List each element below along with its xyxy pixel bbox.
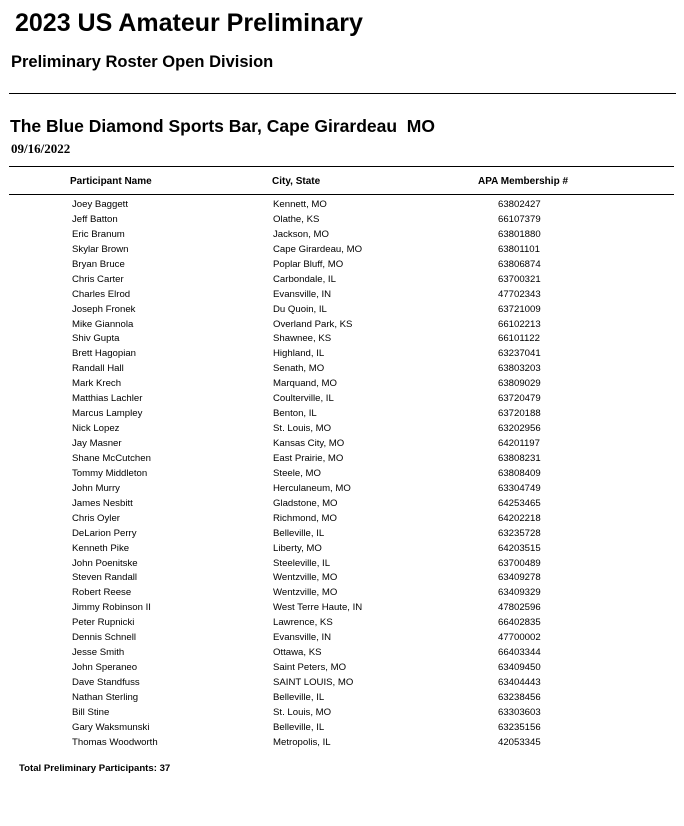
city-state-cell: St. Louis, MO [273,423,332,435]
roster-table-body [0,199,684,752]
table-row [0,692,684,707]
apa-membership-cell: 63238456 [498,691,541,703]
participant-name-cell: Marcus Lampley [72,408,143,420]
apa-membership-cell: 63721009 [498,303,541,315]
table-row [0,677,684,692]
participant-name-cell: John Murry [72,482,120,494]
participant-name-cell: Robert Reese [72,587,132,599]
apa-membership-cell: 47700002 [498,632,541,644]
apa-membership-cell: 63237041 [498,348,541,360]
column-header-city-state: City, State [272,176,321,187]
apa-membership-cell: 42053345 [498,736,541,748]
city-state-cell: Du Quoin, IL [273,303,327,315]
participant-name-cell: Mark Krech [72,378,122,390]
apa-membership-cell: 63802427 [498,199,541,210]
city-state-cell: Marquand, MO [273,378,337,390]
apa-membership-cell: 66107379 [498,213,541,225]
event-date: 09/16/2022 [11,141,71,156]
city-state-cell: Belleville, IL [273,721,325,733]
city-state-cell: Jackson, MO [273,228,329,240]
table-row [0,662,684,677]
city-state-cell: Metropolis, IL [273,736,331,748]
apa-membership-cell: 63801880 [498,228,541,240]
city-state-cell: Senath, MO [273,363,325,375]
table-row [0,229,684,244]
table-row [0,244,684,259]
participant-name-cell: Nick Lopez [72,423,120,435]
participant-name-cell: Peter Rupnicki [72,617,135,629]
apa-membership-cell: 63806874 [498,258,541,270]
page-title: 2023 US Amateur Preliminary [15,9,363,37]
page-subtitle: Preliminary Roster Open Division [11,53,274,71]
city-state-cell: SAINT LOUIS, MO [273,677,354,688]
participant-name-cell: Joseph Fronek [72,303,136,315]
city-state-cell: East Prairie, MO [273,452,344,464]
participant-name-cell: John Poenitske [72,557,138,569]
total-participants: Total Preliminary Participants: 37 [19,763,171,774]
table-row [0,274,684,289]
city-state-cell: Saint Peters, MO [273,662,347,674]
table-row [0,199,684,214]
apa-membership-cell: 63235156 [498,721,541,733]
table-row [0,468,684,483]
apa-membership-cell: 63809029 [498,378,541,390]
table-row [0,289,684,304]
apa-membership-cell: 63700321 [498,273,541,285]
apa-membership-cell: 47702343 [498,288,541,300]
city-state-cell: Poplar Bluff, MO [273,258,344,270]
city-state-cell: Richmond, MO [273,512,337,524]
apa-membership-cell: 64253465 [498,497,541,509]
participant-name-cell: Matthias Lachler [72,393,143,405]
table-row [0,348,684,363]
table-row [0,333,684,348]
table-row [0,558,684,573]
apa-membership-cell: 63303603 [498,706,541,718]
city-state-cell: Liberty, MO [273,542,322,554]
apa-membership-cell: 63409450 [498,662,541,674]
table-row [0,438,684,453]
city-state-cell: Gladstone, MO [273,497,338,509]
participant-name-cell: Thomas Woodworth [72,736,158,748]
participant-name-cell: Skylar Brown [72,243,129,255]
table-row [0,602,684,617]
table-row [0,707,684,722]
apa-membership-cell: 63808231 [498,452,541,464]
city-state-cell: Kansas City, MO [273,438,345,449]
city-state-cell: Ottawa, KS [273,647,322,659]
participant-name-cell: Jesse Smith [72,647,125,659]
city-state-cell: Belleville, IL [273,691,325,703]
apa-membership-cell: 63803203 [498,363,541,375]
city-state-cell: Steeleville, IL [273,557,331,569]
participant-name-cell: Chris Oyler [72,512,120,524]
participant-name-cell: Dave Standfuss [72,677,140,688]
table-row [0,513,684,528]
apa-membership-cell: 63304749 [498,482,541,494]
participant-name-cell: Mike Giannola [72,318,134,330]
participant-name-cell: Eric Branum [72,228,125,240]
city-state-cell: Cape Girardeau, MO [273,243,363,255]
table-row [0,722,684,737]
table-row [0,498,684,513]
participant-name-cell: Jeff Batton [72,213,118,225]
apa-membership-cell: 63202956 [498,423,541,435]
venue-heading: The Blue Diamond Sports Bar, Cape Girardeau MO [10,116,435,136]
apa-membership-cell: 63720188 [498,408,541,420]
apa-membership-cell: 66402835 [498,617,541,629]
participant-name-cell: Brett Hagopian [72,348,136,360]
participant-name-cell: Shane McCutchen [72,452,151,464]
apa-membership-cell: 63720479 [498,393,541,405]
apa-membership-cell: 63404443 [498,677,541,688]
apa-membership-cell: 63409278 [498,572,541,584]
apa-membership-cell: 64201197 [498,438,540,449]
participant-name-cell: Charles Elrod [72,288,131,300]
table-row [0,543,684,558]
city-state-cell: Wentzville, MO [273,587,338,599]
table-header-bottom-rule [9,194,674,195]
city-state-cell: Carbondale, IL [273,273,336,285]
apa-membership-cell: 63808409 [498,467,541,479]
city-state-cell: Wentzville, MO [273,572,338,584]
table-row [0,453,684,468]
participant-name-cell: Shiv Gupta [72,333,120,345]
table-row [0,304,684,319]
table-row [0,483,684,498]
table-row [0,214,684,229]
apa-membership-cell: 63235728 [498,527,541,539]
city-state-cell: Highland, IL [273,348,325,360]
city-state-cell: Benton, IL [273,408,317,420]
table-header-top-rule [9,166,674,167]
city-state-cell: Herculaneum, MO [273,482,351,494]
city-state-cell: Lawrence, KS [273,617,333,629]
apa-membership-cell: 66403344 [498,647,541,659]
participant-name-cell: Dennis Schnell [72,632,136,644]
participant-name-cell: DeLarion Perry [72,527,137,539]
participant-name-cell: Nathan Sterling [72,691,139,703]
apa-membership-cell: 63700489 [498,557,541,569]
participant-name-cell: Steven Randall [72,572,138,584]
participant-name-cell: Joey Baggett [72,199,129,210]
apa-membership-cell: 64202218 [498,512,541,524]
participant-name-cell: James Nesbitt [72,497,133,509]
city-state-cell: Steele, MO [273,467,321,479]
city-state-cell: Kennett, MO [273,199,327,210]
table-row [0,647,684,662]
apa-membership-cell: 66102213 [498,318,541,330]
city-state-cell: Olathe, KS [273,213,320,225]
table-row [0,572,684,587]
apa-membership-cell: 63801101 [498,243,540,255]
participant-name-cell: Jay Masner [72,438,122,449]
city-state-cell: West Terre Haute, IN [273,602,363,614]
table-row [0,423,684,438]
table-row [0,363,684,378]
table-row [0,528,684,543]
participant-name-cell: Kenneth Pike [72,542,130,554]
table-row [0,378,684,393]
divider [9,93,676,94]
participant-name-cell: Tommy Middleton [72,467,148,479]
participant-name-cell: Chris Carter [72,273,124,285]
table-row [0,319,684,334]
table-row [0,408,684,423]
participant-name-cell: Randall Hall [72,363,124,375]
apa-membership-cell: 64203515 [498,542,541,554]
participant-name-cell: John Speraneo [72,662,138,674]
city-state-cell: Coulterville, IL [273,393,334,405]
table-row [0,587,684,602]
participant-name-cell: Bill Stine [72,706,110,718]
column-header-participant-name: Participant Name [70,176,152,187]
apa-membership-cell: 63409329 [498,587,541,599]
city-state-cell: Evansville, IN [273,288,332,300]
apa-membership-cell: 66101122 [498,333,540,345]
table-row [0,632,684,647]
participant-name-cell: Bryan Bruce [72,258,125,270]
city-state-cell: Evansville, IN [273,632,332,644]
column-header-apa-membership: APA Membership # [478,176,569,187]
table-row [0,737,684,752]
apa-membership-cell: 47802596 [498,602,541,614]
table-row [0,617,684,632]
table-row [0,259,684,274]
city-state-cell: Overland Park, KS [273,318,353,330]
participant-name-cell: Jimmy Robinson II [72,602,151,614]
city-state-cell: Shawnee, KS [273,333,332,345]
table-row [0,393,684,408]
participant-name-cell: Gary Waksmunski [72,721,150,733]
city-state-cell: St. Louis, MO [273,706,332,718]
city-state-cell: Belleville, IL [273,527,325,539]
